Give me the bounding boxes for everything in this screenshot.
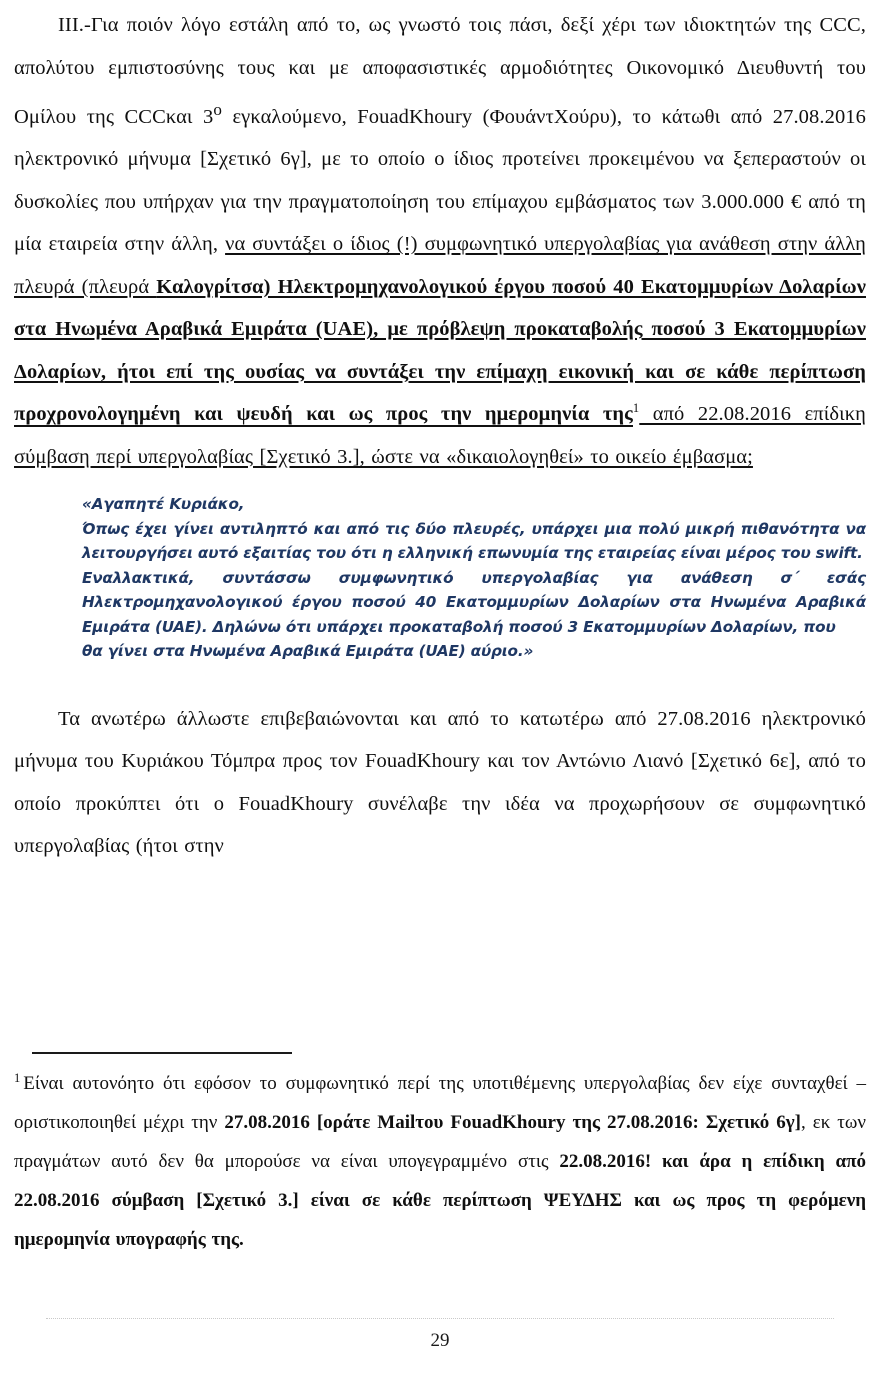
para1-seg-underlined: να συντάξει ο ίδιος (!) συμφωνητικό υπεργολαβίας για ανάθεση στην άλλη πλευρά (πλευρά bbox=[14, 233, 866, 298]
footnote-reference-marker[interactable]: 1 bbox=[632, 401, 640, 416]
document-body bbox=[14, 4, 866, 868]
footnote-seg-2-bold: 27.08.2016 [οράτε Mailτου FouadKhoury της 27.08.2016: Σχετικό 6γ] bbox=[224, 1112, 801, 1133]
para1-seg-underlined-tail: από 22.08.2016 επίδικη σύμβαση περί υπεργολαβίας [Σχετικό 3.], ώστε να «δικαιολογηθεί» το οικείο έμβασμα; bbox=[14, 403, 866, 468]
footnote-seg-1: Είναι αυτονόητο ότι εφόσον το συμφωνητικό περί της υποτιθέμενης υπεργολαβίας δεν είχε συνταχθεί – οριστικοποιηθεί μέχρι την bbox=[14, 1073, 866, 1133]
paragraph-roman-three bbox=[14, 4, 866, 478]
quote-greeting-line: «Αγαπητέ Κυριάκο, bbox=[82, 495, 245, 514]
page-number: 29 bbox=[430, 1330, 450, 1351]
para1-seg-bold-underlined: Καλογρίτσα) Ηλεκτρομηχανολογικού έργου ποσού 40 Εκατομμυρίων Δολαρίων στα Ηνωμένα Αραβικά Εμιράτα (UAE), με πρόβλεψη προκαταβολής ποσού 3 Εκατομμυρίων Δολαρίων, ήτοι επί της ουσίας να συντάξει την επίμαχη εικονική και σε κάθε περίπτωση bbox=[14, 275, 866, 383]
paragraph-confirmation: Τα ανωτέρω άλλωστε επιβεβαιώνονται και από το κατωτέρω από 27.08.2016 ηλεκτρονικό μήνυμα του Κυριάκου Τόμπρα προς τον FouadKhoury και τον Αντώνιο Λιανό [Σχετικό 6ε], από το οποίο προκύπτει ότι ο FouadKhoury συνέλαβε την ιδέα να προχωρήσουν σε συμφωνητικό υπεργολαβίας (ήτοι στην bbox=[14, 707, 866, 858]
para1-seg-intro: III.-Για ποιόν λόγο εστάλη από το, ως γνωστό τοις πάσι, δεξί χέρι των ιδιοκτητών της CCC, απολύτου εμπιστοσύνης τους και με αποφασιστικές αρμοδιότητες Οικονομικό Διευθυντή του Ομίλου της CCCκαι 3 bbox=[14, 14, 866, 128]
footnote-section bbox=[14, 1052, 866, 1259]
footnote-seg-3: , εκ των πραγμάτων αυτό δεν θα μπορούσε να είναι υπογεγραμμένο στις bbox=[14, 1112, 866, 1172]
page-footer bbox=[0, 1318, 880, 1353]
footnote-separator-rule bbox=[32, 1052, 292, 1054]
footnote-number: 1 bbox=[14, 1070, 21, 1085]
footer-separator-rule bbox=[46, 1318, 834, 1319]
para1-seg-continued: εγκαλούμενο, FouadKhoury (ΦουάντΧούρυ), το κάτωθι από 27.08.2016 ηλεκτρονικό μήνυμα [Σχετικό 6γ], με το οποίο ο ίδιος προτείνει προκειμένου να ξεπεραστούν οι δυσκολίες που υπήρχαν για την πραγματοποίηση του επίμαχου εμβάσματος των 3.000.000 € από τη μία εταιρεία στην άλλη, bbox=[14, 105, 867, 256]
quote-paragraph-1: Όπως έχει γίνει αντιληπτό και από τις δύο πλευρές, υπάρχει μια πολύ μικρή πιθανότητα να λειτουργήσει αυτό εξαιτίας του ότι η ελληνική επωνυμία της εταιρείας είναι μέρος του swift. bbox=[82, 519, 866, 563]
quoted-email-block bbox=[14, 492, 866, 664]
quote-paragraph-3: θα γίνει στα Ηνωμένα Αραβικά Εμιράτα (UAE) αύριο.» bbox=[82, 642, 534, 661]
footnote-seg-4-bold: 22.08.2016! και άρα η επίδικη από 22.08.2016 σύμβαση [Σχετικό 3.] είναι σε κάθε περίπτωση ΨΕΥΔΗΣ και ως προς τη φερόμενη ημερομηνία υπογραφής της. bbox=[14, 1151, 866, 1250]
ordinal-superscript: ο bbox=[213, 100, 222, 119]
quote-paragraph-2: Εναλλακτικά, συντάσσω συμφωνητικό υπεργολαβίας για ανάθεση σ΄ εσάς Ηλεκτρομηχανολογικού έργου ποσού 40 Εκατομμυρίων Δολαρίων στα Ηνωμένα Αραβικά Εμιράτα (UAE). Δηλώνω ότι υπάρχει προκαταβολή ποσού 3 Εκατομμυρίων Δολαρίων, που bbox=[82, 568, 866, 636]
footnote-text bbox=[14, 1064, 866, 1259]
para1-seg-bold-double-underlined: προχρονολογημένη και ψευδή και ως προς την ημερομηνία της bbox=[14, 403, 633, 426]
